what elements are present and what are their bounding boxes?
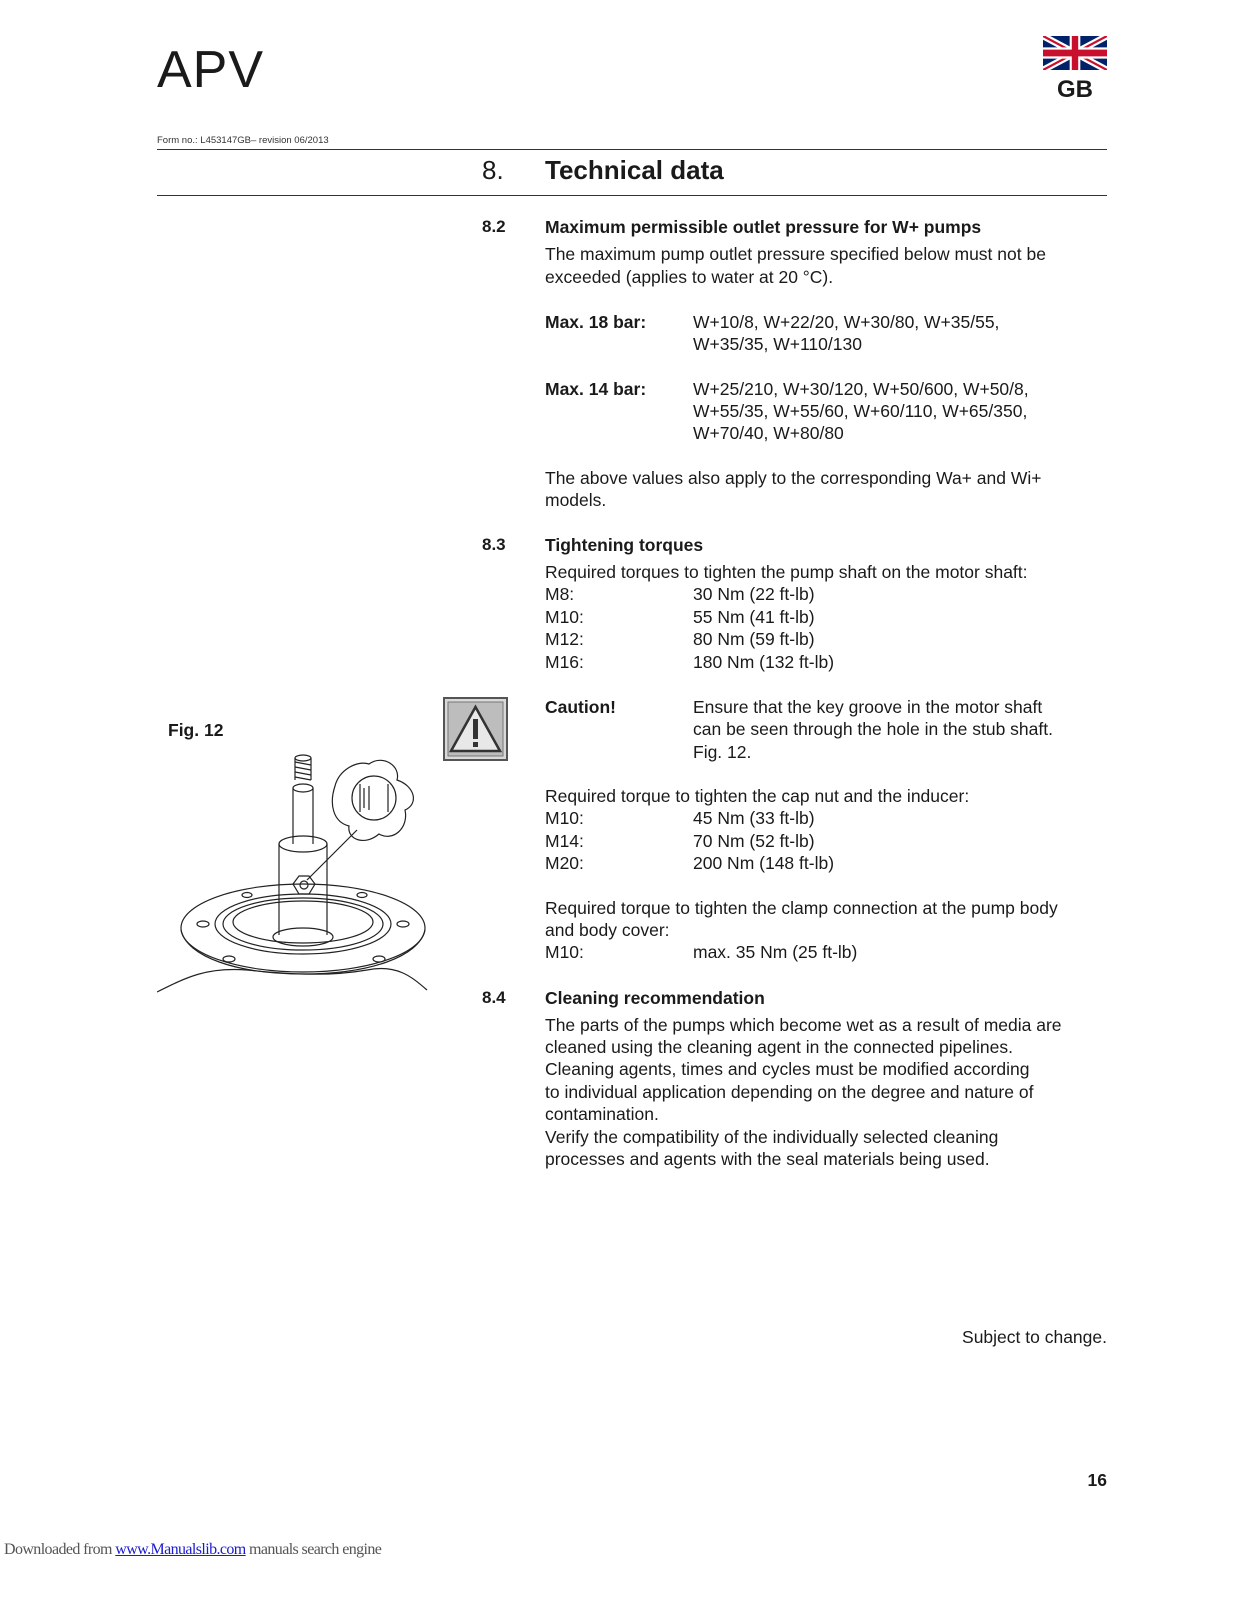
pump-shaft-drawing — [157, 752, 437, 997]
max14-models-2: W+55/35, W+55/60, W+60/110, W+65/350, — [693, 401, 1028, 421]
torque-size: M12: — [545, 629, 584, 649]
note-line-1: The above values also apply to the corresponding Wa+ and Wi+ — [545, 468, 1042, 488]
torque-value: 70 Nm (52 ft-lb) — [693, 831, 815, 851]
cleaning-line: processes and agents with the seal materials being used. — [545, 1149, 990, 1169]
cleaning-line: The parts of the pumps which become wet as a result of media are — [545, 1015, 1062, 1035]
page-number: 16 — [1087, 1470, 1107, 1490]
max18-models-1: W+10/8, W+22/20, W+30/80, W+35/55, — [693, 312, 1000, 332]
intro-line-2: exceeded (applies to water at 20 °C). — [545, 267, 834, 287]
subsection-title-8-2: Maximum permissible outlet pressure for W+ pumps — [545, 217, 982, 237]
max18-models-2: W+35/35, W+110/130 — [693, 334, 862, 354]
subject-to-change: Subject to change. — [962, 1327, 1107, 1347]
torque-value: 55 Nm (41 ft-lb) — [693, 607, 815, 627]
subsection-number-8-4: 8.4 — [482, 988, 506, 1007]
manualslib-link[interactable]: www.Manualslib.com — [115, 1541, 246, 1558]
torque-value: 200 Nm (148 ft-lb) — [693, 853, 835, 873]
cleaning-line: to individual application depending on the degree and nature of — [545, 1082, 1034, 1102]
footer-prefix: Downloaded from — [4, 1541, 116, 1558]
caution-text-2: can be seen through the hole in the stub shaft. — [693, 719, 1053, 739]
clamp-torque-line-1: Required torque to tighten the clamp connection at the pump body — [545, 898, 1058, 918]
torque-value: 180 Nm (132 ft-lb) — [693, 652, 835, 672]
torque-value: max. 35 Nm (25 ft-lb) — [693, 942, 858, 962]
max14-label: Max. 14 bar: — [545, 379, 647, 399]
form-number: Form no.: L453147GB– revision 06/2013 — [157, 135, 329, 146]
subsection-number-8-3: 8.3 — [482, 535, 506, 554]
max14-models-1: W+25/210, W+30/120, W+50/600, W+50/8, — [693, 379, 1029, 399]
brand-logo: APV — [157, 41, 265, 99]
torque-size: M16: — [545, 652, 584, 672]
caution-text-1: Ensure that the key groove in the motor shaft — [693, 697, 1043, 717]
top-rule — [157, 149, 1107, 150]
torque-value: 45 Nm (33 ft-lb) — [693, 808, 815, 828]
torque-size: M10: — [545, 808, 584, 828]
cleaning-line: Verify the compatibility of the individually selected cleaning — [545, 1127, 999, 1147]
warning-triangle-icon — [443, 697, 508, 761]
caution-label: Caution! — [545, 697, 616, 717]
cleaning-line: contamination. — [545, 1104, 659, 1124]
section-title: Technical data — [545, 155, 724, 185]
torque-size: M10: — [545, 607, 584, 627]
footer-suffix: manuals search engine — [245, 1541, 382, 1558]
torque-size: M10: — [545, 942, 584, 962]
subsection-number-8-2: 8.2 — [482, 217, 506, 236]
cleaning-line: Cleaning agents, times and cycles must be modified according — [545, 1059, 1030, 1079]
max18-label: Max. 18 bar: — [545, 312, 647, 332]
country-code: GB — [1057, 76, 1093, 103]
section-number: 8. — [482, 155, 504, 185]
figure-label: Fig. 12 — [168, 720, 224, 740]
torque-size: M8: — [545, 584, 575, 604]
subsection-title-8-4: Cleaning recommendation — [545, 988, 765, 1008]
cleaning-line: cleaned using the cleaning agent in the connected pipelines. — [545, 1037, 1013, 1057]
subsection-title-8-3: Tightening torques — [545, 535, 704, 555]
uk-flag-icon — [1043, 36, 1107, 70]
max14-models-3: W+70/40, W+80/80 — [693, 423, 844, 443]
section-rule — [157, 195, 1107, 196]
torque-value: 80 Nm (59 ft-lb) — [693, 629, 815, 649]
torque-value: 30 Nm (22 ft-lb) — [693, 584, 815, 604]
download-footer — [4, 1541, 381, 1559]
note-line-2: models. — [545, 490, 607, 510]
torque-size: M20: — [545, 853, 584, 873]
capnut-torque-intro: Required torque to tighten the cap nut and the inducer: — [545, 786, 970, 806]
clamp-torque-line-2: and body cover: — [545, 920, 670, 940]
intro-line-1: The maximum pump outlet pressure specified below must not be — [545, 244, 1046, 264]
shaft-torque-intro: Required torques to tighten the pump shaft on the motor shaft: — [545, 562, 1028, 582]
caution-text-3: Fig. 12. — [693, 742, 752, 762]
torque-size: M14: — [545, 831, 584, 851]
